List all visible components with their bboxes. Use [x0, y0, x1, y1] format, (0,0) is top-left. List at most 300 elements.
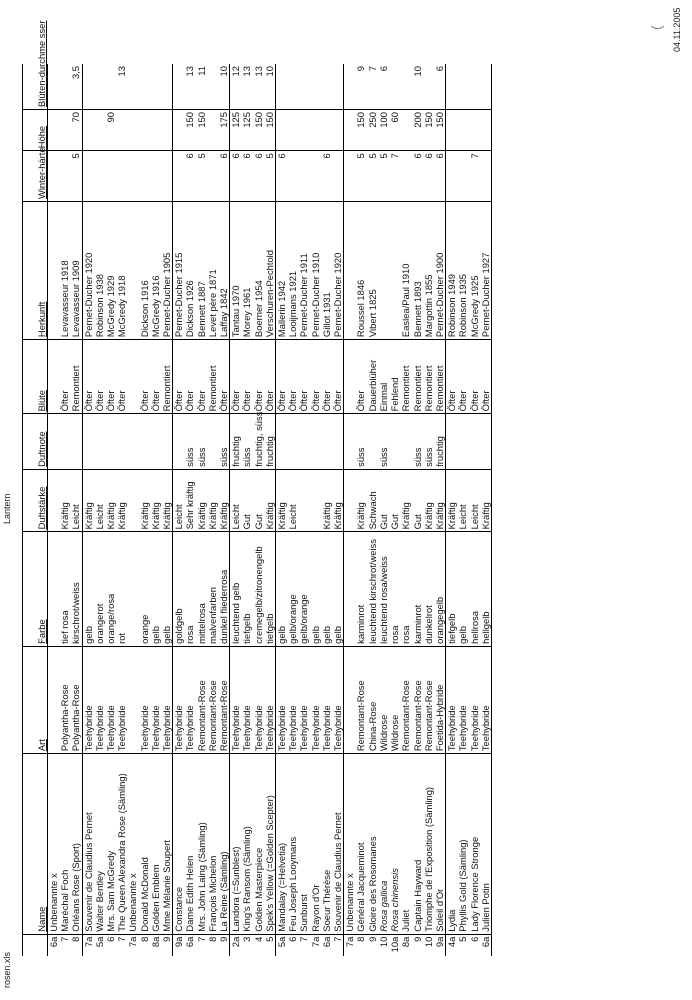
cell-winterhaerte: [207, 151, 218, 202]
cell-number: 4a: [446, 936, 458, 948]
cell-duftnote: [389, 414, 400, 469]
cell-farbe: rosa: [389, 532, 400, 646]
cell-herkunft: Levavasseur 1918: [59, 202, 70, 340]
cell-duftstaerke: Kräftig: [264, 469, 276, 532]
cell-duftstaerke: Kräftig: [218, 469, 230, 532]
cell-duftnote: [116, 414, 127, 469]
cell-duftstaerke: Leicht: [469, 469, 480, 532]
cell-art: Polyantha-Rose: [59, 646, 70, 753]
cell-number: 3: [241, 936, 253, 942]
column-header-herkunft: Herkunft: [23, 202, 48, 340]
table-row: [127, 64, 138, 956]
cell-name: The Queen Alexandra Rose (Sämling): [116, 754, 127, 935]
header-filename: rosen.xls: [2, 951, 12, 988]
cell-hoehe: [127, 110, 138, 151]
cell-farbe: [127, 532, 138, 646]
cell-duftstaerke: Leicht: [70, 469, 82, 532]
cell-herkunft: Pernet-Ducher 1911: [298, 202, 309, 340]
cell-number: 7: [59, 936, 71, 942]
cell-number: 8: [138, 936, 150, 942]
cell-hoehe: [139, 110, 150, 151]
cell-farbe: gelb: [310, 532, 321, 646]
cell-farbe: karminrot: [355, 532, 366, 646]
cell-farbe: leuchtend rosa/weiss: [378, 532, 389, 646]
cell-farbe: karminrot: [412, 532, 423, 646]
cell-hoehe: [116, 110, 127, 151]
cell-bluetendurchmesser: 7: [367, 64, 378, 110]
cell-hoehe: 125: [230, 110, 242, 151]
cell-art: Remontant-Rose: [196, 646, 207, 753]
cell-bluete: Öfter: [287, 340, 298, 414]
cell-farbe: kirschrot/weiss: [70, 532, 82, 646]
cell-winterhaerte: [287, 151, 298, 202]
cell-art: Teehybride: [173, 646, 185, 753]
cell-duftstaerke: Kräftig: [355, 469, 366, 532]
cell-bluete: Öfter: [332, 340, 344, 414]
cell-duftnote: [332, 414, 344, 469]
cell-bluete: Öfter: [355, 340, 366, 414]
cell-bluetendurchmesser: [457, 64, 468, 110]
table-row: [378, 64, 389, 956]
cell-number: 7a: [127, 936, 139, 948]
cell-winterhaerte: [457, 151, 468, 202]
cell-duftnote: [287, 414, 298, 469]
cell-duftstaerke: [344, 469, 356, 532]
cell-hoehe: 150: [355, 110, 366, 151]
cell-bluete: Öfter: [241, 340, 252, 414]
cell-farbe: gelb: [276, 532, 288, 646]
cell-winterhaerte: [298, 151, 309, 202]
column-header-bluetendurchmesser: Blüten-durchme sser: [23, 64, 48, 110]
cell-duftnote: [400, 414, 411, 469]
cell-number: 6a: [48, 936, 59, 948]
cell-bluetendurchmesser: 12: [230, 64, 242, 110]
cell-hoehe: [400, 110, 411, 151]
cell-herkunft: McGredy 1929: [105, 202, 116, 340]
cell-duftstaerke: Kräftig: [400, 469, 411, 532]
cell-number: 5a: [93, 936, 105, 948]
cell-art: Teehybride: [253, 646, 264, 753]
cell-bluetendurchmesser: 10: [412, 64, 423, 110]
cell-number: 7a: [309, 936, 321, 948]
cell-herkunft: [344, 202, 356, 340]
cell-duftnote: [321, 414, 332, 469]
cell-art: Teehybride: [287, 646, 298, 753]
cell-winterhaerte: 7: [389, 151, 400, 202]
table-row: [218, 64, 230, 956]
cell-art: Teehybride: [332, 646, 344, 753]
column-header-art: Art: [23, 646, 48, 753]
cell-bluete: Öfter: [116, 340, 127, 414]
cell-duftstaerke: Kräftig: [207, 469, 218, 532]
cell-name: Phyllis Gold (Sämling): [457, 754, 468, 935]
cell-herkunft: [48, 202, 60, 340]
cell-bluetendurchmesser: [469, 64, 480, 110]
cell-bluetendurchmesser: [82, 64, 94, 110]
cell-farbe: orangerot: [94, 532, 105, 646]
cell-bluetendurchmesser: 13: [253, 64, 264, 110]
cell-winterhaerte: [332, 151, 344, 202]
cell-bluetendurchmesser: 13: [184, 64, 195, 110]
cell-name: Gloire des Rosomanes: [367, 754, 378, 935]
table-row: [355, 64, 366, 956]
cell-name: Soleil d'Or: [434, 754, 446, 935]
cell-farbe: leuchtend kirschrot/weiss: [367, 532, 378, 646]
cell-farbe: leuchtend gelb: [230, 532, 242, 646]
cell-herkunft: Levavasseur 1909: [70, 202, 82, 340]
table-row: [184, 64, 195, 956]
cell-duftnote: fruchtig: [264, 414, 276, 469]
cell-duftstaerke: Schwach: [367, 469, 378, 532]
cell-bluetendurchmesser: [173, 64, 185, 110]
cell-number: 7: [298, 936, 310, 942]
cell-art: Teehybride: [241, 646, 252, 753]
cell-hoehe: [480, 110, 492, 151]
cell-bluetendurchmesser: [94, 64, 105, 110]
cell-number: 8: [70, 934, 82, 956]
table-row: [423, 64, 434, 956]
cell-herkunft: Verschuren-Pechtold: [264, 202, 276, 340]
cell-duftnote: fruchtig: [434, 414, 446, 469]
cell-number: 10a: [389, 936, 401, 953]
table-row: [230, 64, 242, 956]
cell-duftnote: [469, 414, 480, 469]
cell-bluete: Öfter: [446, 340, 458, 414]
table-row: [196, 64, 207, 956]
cell-duftstaerke: Kräftig: [116, 469, 127, 532]
cell-farbe: goldgelb: [173, 532, 185, 646]
cell-name: Julien Potin: [480, 754, 492, 935]
cell-bluete: Dauerblüher: [367, 340, 378, 414]
cell-number: 7a: [344, 936, 356, 948]
cell-name: Walter Bentley: [94, 754, 105, 935]
cell-duftnote: [82, 414, 94, 469]
cell-hoehe: [321, 110, 332, 151]
cell-herkunft: [378, 202, 389, 340]
cell-bluetendurchmesser: [446, 64, 458, 110]
cell-herkunft: Pernet-Ducher 1905: [161, 202, 173, 340]
cell-farbe: gelb: [82, 532, 94, 646]
cell-art: Teehybride: [310, 646, 321, 753]
cell-bluete: [344, 340, 356, 414]
cell-duftnote: [310, 414, 321, 469]
cell-bluetendurchmesser: [389, 64, 400, 110]
cell-duftnote: [480, 414, 492, 469]
cell-duftnote: [59, 414, 70, 469]
cell-art: [48, 646, 60, 753]
cell-art: Foetida-Hybride: [434, 646, 446, 753]
cell-number: 5a: [276, 936, 288, 948]
cell-herkunft: Roussel 1846: [355, 202, 366, 340]
cell-art: Remontant-Rose: [355, 646, 366, 753]
cell-hoehe: [446, 110, 458, 151]
cell-name: Unbenannte x: [344, 754, 356, 935]
cell-winterhaerte: 5: [196, 151, 207, 202]
cell-bluetendurchmesser: [480, 64, 492, 110]
table-row: [161, 64, 173, 956]
cell-bluete: Remontiert: [412, 340, 423, 414]
cell-number: 7: [116, 936, 128, 942]
cell-hoehe: 150: [253, 110, 264, 151]
cell-art: Polyantha-Rose: [70, 646, 82, 753]
cell-duftstaerke: Kräftig: [105, 469, 116, 532]
cell-bluetendurchmesser: 11: [196, 64, 207, 110]
cell-hoehe: [469, 110, 480, 151]
cell-art: Teehybride: [446, 646, 458, 753]
cell-farbe: tiefgelb: [446, 532, 458, 646]
cell-herkunft: Levet père 1871: [207, 202, 218, 340]
cell-winterhaerte: 5: [355, 151, 366, 202]
cell-bluetendurchmesser: 13: [116, 64, 127, 110]
column-header-duftstaerke: Duftstärke: [23, 469, 48, 532]
cell-bluete: Öfter: [94, 340, 105, 414]
cell-hoehe: 70: [70, 110, 82, 151]
cell-art: Teehybride: [116, 646, 127, 753]
cell-name: Juliet: [400, 754, 411, 935]
cell-number: 6a: [480, 934, 492, 956]
cell-name: Landora (=Sunblest): [230, 754, 242, 935]
cell-herkunft: Looijmans 1921: [287, 202, 298, 340]
cell-bluetendurchmesser: [105, 64, 116, 110]
cell-duftnote: [105, 414, 116, 469]
column-header-name: Name: [23, 754, 48, 935]
cell-winterhaerte: [480, 151, 492, 202]
cell-number: 9: [366, 936, 378, 942]
cell-name: Sunburst: [298, 754, 309, 935]
cell-number: 10: [422, 936, 434, 948]
cell-art: China-Rose: [367, 646, 378, 753]
cell-herkunft: Gillot 1931: [321, 202, 332, 340]
cell-bluetendurchmesser: [207, 64, 218, 110]
cell-farbe: tiefgelb: [241, 532, 252, 646]
cell-number: 8: [206, 936, 218, 942]
cell-bluete: Öfter: [253, 340, 264, 414]
cell-number: 6a: [184, 936, 196, 948]
cell-herkunft: Robinson 1938: [94, 202, 105, 340]
cell-bluete: Remontiert: [207, 340, 218, 414]
cell-art: Teehybride: [480, 646, 492, 753]
cell-farbe: gelb/orange: [287, 532, 298, 646]
cell-art: Teehybride: [184, 646, 195, 753]
cell-duftnote: [139, 414, 150, 469]
cell-number: 7a: [82, 936, 94, 948]
cell-farbe: malvenfarben: [207, 532, 218, 646]
cell-hoehe: [59, 110, 70, 151]
cell-name: Golden Emblem: [150, 754, 161, 935]
cell-hoehe: [457, 110, 468, 151]
cell-name: La Reine (Sämling): [218, 754, 230, 935]
cell-bluete: Remontiert: [70, 340, 82, 414]
cell-winterhaerte: 6: [434, 151, 446, 202]
cell-duftstaerke: Sehr kräftig: [184, 469, 195, 532]
cell-winterhaerte: [105, 151, 116, 202]
cell-bluetendurchmesser: [298, 64, 309, 110]
cell-bluetendurchmesser: 13: [241, 64, 252, 110]
cell-number: 8a: [149, 936, 161, 948]
table-row: [434, 64, 446, 956]
cell-herkunft: [127, 202, 138, 340]
table-row: [116, 64, 127, 956]
table-row: [412, 64, 423, 956]
cell-farbe: cremegelb/zitronengelb: [253, 532, 264, 646]
cell-art: Teehybride: [230, 646, 242, 753]
cell-hoehe: [94, 110, 105, 151]
cell-hoehe: 150: [264, 110, 276, 151]
table-row: [321, 64, 332, 956]
table-row: [139, 64, 150, 956]
cell-duftnote: fruchtig, süss: [253, 414, 264, 469]
cell-duftnote: [150, 414, 161, 469]
cell-herkunft: McGredy 1925: [469, 202, 480, 340]
cell-bluetendurchmesser: [400, 64, 411, 110]
cell-art: Remontant-Rose: [400, 646, 411, 753]
cell-bluete: Öfter: [196, 340, 207, 414]
column-header-duftnote: Duftnote: [23, 414, 48, 469]
cell-farbe: tiefgelb: [264, 532, 276, 646]
cell-name: Captain Hayward: [412, 754, 423, 935]
table-row: [457, 64, 468, 956]
cell-winterhaerte: [59, 151, 70, 202]
cell-duftstaerke: [298, 469, 309, 532]
table-row: [264, 64, 276, 956]
cell-name: Lady Florence Stronge: [469, 754, 480, 935]
cell-bluetendurchmesser: [344, 64, 356, 110]
cell-bluete: Öfter: [150, 340, 161, 414]
cell-winterhaerte: [150, 151, 161, 202]
cell-number: 6: [105, 936, 117, 942]
cell-number: 5: [457, 936, 469, 942]
cell-hoehe: [332, 110, 344, 151]
cell-duftnote: [276, 414, 288, 469]
cell-name: Lydia: [446, 754, 458, 935]
cell-winterhaerte: [344, 151, 356, 202]
cell-bluete: Remontiert: [423, 340, 434, 414]
cell-duftnote: [207, 414, 218, 469]
cell-herkunft: [389, 202, 400, 340]
cell-bluete: Öfter: [230, 340, 242, 414]
cell-duftstaerke: Kräftig: [434, 469, 446, 532]
cell-bluete: Öfter: [184, 340, 195, 414]
cell-farbe: rot: [116, 532, 127, 646]
cell-hoehe: [344, 110, 356, 151]
cell-duftstaerke: Kräftig: [196, 469, 207, 532]
table-row: [150, 64, 161, 956]
cell-farbe: mittelrosa: [196, 532, 207, 646]
cell-duftnote: [344, 414, 356, 469]
cell-bluete: Öfter: [457, 340, 468, 414]
table-row: [367, 64, 378, 956]
cell-art: Teehybride: [139, 646, 150, 753]
table-row: [332, 64, 344, 956]
cell-winterhaerte: 6: [253, 151, 264, 202]
cell-bluete: Öfter: [310, 340, 321, 414]
cell-winterhaerte: [94, 151, 105, 202]
cell-hoehe: 150: [184, 110, 195, 151]
footer-date: 04.11.2005: [672, 7, 682, 52]
cell-herkunft: Dickson 1926: [184, 202, 195, 340]
cell-duftstaerke: Leicht: [173, 469, 185, 532]
cell-duftnote: [94, 414, 105, 469]
cell-hoehe: [276, 110, 288, 151]
cell-name: Mrs. John Laing (Sämling): [196, 754, 207, 935]
cell-bluetendurchmesser: 6: [434, 64, 446, 110]
cell-bluete: Remontiert: [161, 340, 173, 414]
cell-bluete: Öfter: [264, 340, 276, 414]
cell-herkunft: Tantau 1970: [230, 202, 242, 340]
cell-art: Teehybride: [105, 646, 116, 753]
cell-bluetendurchmesser: [139, 64, 150, 110]
cell-bluetendurchmesser: [310, 64, 321, 110]
cell-winterhaerte: [173, 151, 185, 202]
cell-name: Donald McDonald: [139, 754, 150, 935]
cell-bluete: Öfter: [298, 340, 309, 414]
cell-number: 9: [218, 934, 230, 956]
cell-herkunft: Bennett 1893: [412, 202, 423, 340]
cell-art: Teehybride: [150, 646, 161, 753]
cell-duftnote: [161, 414, 173, 469]
cell-farbe: gelb: [332, 532, 344, 646]
table-row: [298, 64, 309, 956]
cell-duftstaerke: Kräftig: [321, 469, 332, 532]
cell-bluete: Öfter: [59, 340, 70, 414]
cell-name: Dame Edith Helen: [184, 754, 195, 935]
cell-duftstaerke: Kräftig: [446, 469, 458, 532]
cell-herkunft: Pernet-Ducher 1910: [310, 202, 321, 340]
cell-number: 9: [411, 936, 423, 942]
cell-number: 4: [252, 936, 264, 942]
cell-winterhaerte: 5: [70, 151, 82, 202]
cell-herkunft: Dickson 1916: [139, 202, 150, 340]
cell-number: 9a: [434, 934, 446, 956]
cell-herkunft: Robinson 1949: [446, 202, 458, 340]
cell-duftnote: süss: [241, 414, 252, 469]
table-row: [276, 64, 288, 956]
cell-number: 8: [355, 936, 367, 942]
table-row: [344, 64, 356, 956]
cell-art: Teehybride: [264, 646, 276, 753]
table-row: [207, 64, 218, 956]
cell-winterhaerte: [139, 151, 150, 202]
cell-name: Mrs. Sam McGredy: [105, 754, 116, 935]
cell-duftstaerke: Leicht: [94, 469, 105, 532]
cell-bluete: Öfter: [105, 340, 116, 414]
cell-hoehe: 150: [423, 110, 434, 151]
cell-name: Spek's Yellow (=Golden Scepter): [264, 754, 276, 935]
cell-name: Mme Mélanie Soupert: [161, 754, 173, 935]
cell-farbe: rosa: [400, 532, 411, 646]
cell-hoehe: [207, 110, 218, 151]
cell-number: 7: [195, 936, 207, 942]
cell-winterhaerte: 5: [378, 151, 389, 202]
cell-duftstaerke: Leicht: [287, 469, 298, 532]
cell-art: Remontant-Rose: [207, 646, 218, 753]
cell-duftnote: süss: [412, 414, 423, 469]
cell-winterhaerte: 6: [423, 151, 434, 202]
cell-winterhaerte: 7: [469, 151, 480, 202]
table-row: [446, 64, 458, 956]
rose-table: [22, 20, 492, 956]
cell-name: Golden Masterpiece: [253, 754, 264, 935]
cell-hoehe: 175: [218, 110, 230, 151]
cell-herkunft: Morey 1961: [241, 202, 252, 340]
cell-bluetendurchmesser: [321, 64, 332, 110]
cell-duftstaerke: [127, 469, 138, 532]
cell-duftstaerke: Kräftig: [161, 469, 173, 532]
cell-name: Souvenir de Claudius Pernet: [332, 754, 344, 935]
table-row: [287, 64, 298, 956]
cell-winterhaerte: [127, 151, 138, 202]
cell-farbe: dunkel fliederrosa: [218, 532, 230, 646]
